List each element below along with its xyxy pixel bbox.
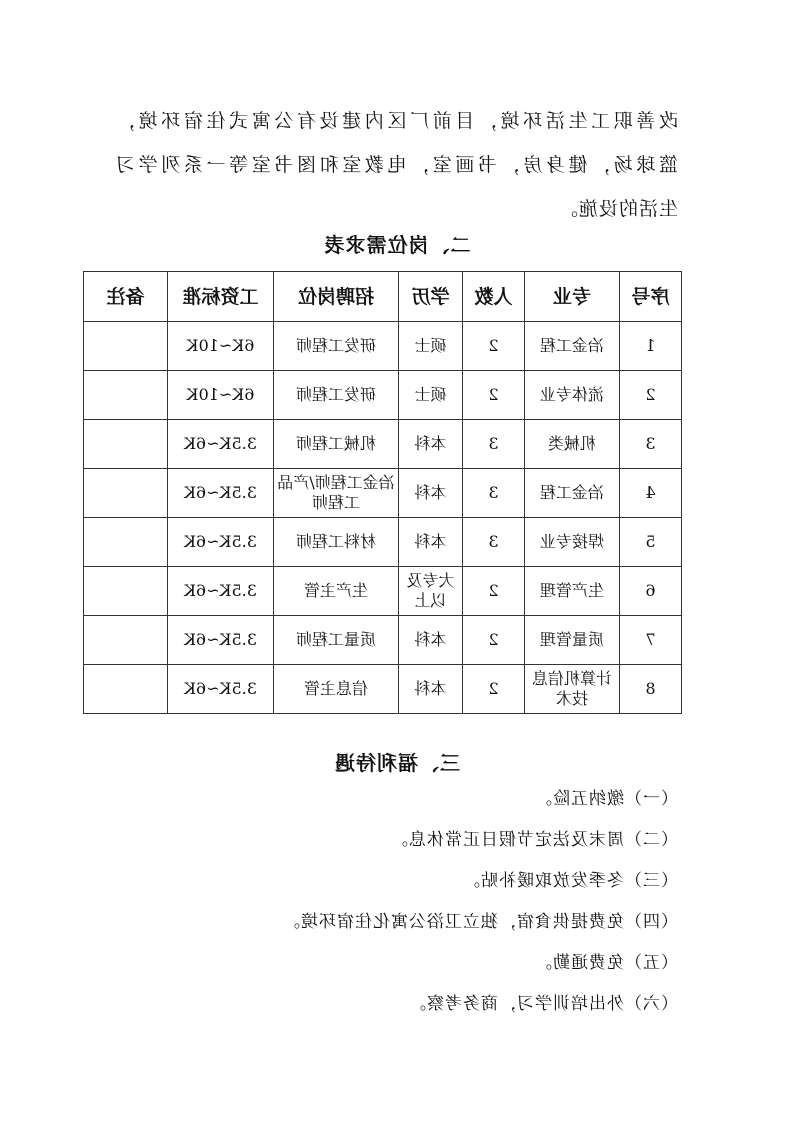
cell-position: 生产主管 xyxy=(274,567,399,616)
cell-note xyxy=(84,371,168,420)
cell-major: 机械类 xyxy=(525,420,620,469)
cell-major: 冶金工程 xyxy=(525,322,620,371)
intro-line: 改善职工生活环境，目前厂区内建设有公寓式住宿环境， xyxy=(115,110,678,132)
cell-no: 3 xyxy=(620,420,682,469)
table-row xyxy=(84,371,682,420)
cell-major: 计算机信息技术 xyxy=(525,665,620,714)
table-row xyxy=(84,420,682,469)
cell-education: 本科 xyxy=(399,518,463,567)
cell-count: 2 xyxy=(463,371,525,420)
table-row xyxy=(84,665,682,714)
cell-note xyxy=(84,567,168,616)
list-item: （二）周末及法定节假日正常休息。 xyxy=(390,830,678,850)
cell-count: 3 xyxy=(463,420,525,469)
list-item: （四）免费提供食宿，独立卫浴公寓化住宿环境。 xyxy=(282,912,678,932)
cell-count: 2 xyxy=(463,322,525,371)
table-row xyxy=(84,469,682,518)
cell-no: 2 xyxy=(620,371,682,420)
cell-position: 质量工程师 xyxy=(274,616,399,665)
column-header-salary: 工资标准 xyxy=(168,272,274,322)
cell-note xyxy=(84,420,168,469)
cell-major: 质量管理 xyxy=(525,616,620,665)
cell-education: 本科 xyxy=(399,616,463,665)
table-row xyxy=(84,567,682,616)
cell-salary: 3.5K~6K xyxy=(168,518,274,567)
column-header-no: 序号 xyxy=(620,272,682,322)
cell-salary: 6K~10K xyxy=(168,322,274,371)
table-header-row xyxy=(84,272,682,322)
cell-education: 本科 xyxy=(399,469,463,518)
column-header-major: 专业 xyxy=(525,272,620,322)
cell-major: 流体专业 xyxy=(525,371,620,420)
table-row xyxy=(84,322,682,371)
cell-education: 硕士 xyxy=(399,371,463,420)
cell-salary: 3.5K~6K xyxy=(168,469,274,518)
list-item: （一）缴纳五险。 xyxy=(534,789,678,809)
cell-position: 研发工程师 xyxy=(274,371,399,420)
intro-line: 生活的设施。 xyxy=(557,198,678,220)
cell-salary: 6K~10K xyxy=(168,371,274,420)
cell-position: 研发工程师 xyxy=(274,322,399,371)
cell-note xyxy=(84,665,168,714)
intro-paragraph xyxy=(115,99,678,231)
cell-count: 2 xyxy=(463,665,525,714)
cell-no: 8 xyxy=(620,665,682,714)
cell-no: 4 xyxy=(620,469,682,518)
cell-no: 6 xyxy=(620,567,682,616)
intro-line: 篮球场，健身房，书画室，电教室和图书室等一系列学习 xyxy=(115,154,678,176)
cell-position: 信息主管 xyxy=(274,665,399,714)
section-3-heading: 三、福利待遇 xyxy=(334,751,460,775)
cell-count: 2 xyxy=(463,616,525,665)
cell-position: 材料工程师 xyxy=(274,518,399,567)
column-header-education: 学历 xyxy=(399,272,463,322)
cell-count: 3 xyxy=(463,518,525,567)
cell-position: 冶金工程师/产品工程师 xyxy=(274,469,399,518)
cell-major: 生产管理 xyxy=(525,567,620,616)
section-2-heading: 二、岗位需求表 xyxy=(323,233,471,257)
cell-salary: 3.5K~6K xyxy=(168,665,274,714)
cell-salary: 3.5K~6K xyxy=(168,616,274,665)
list-item: （六）外出培训学习，商务考察。 xyxy=(408,994,678,1014)
cell-note xyxy=(84,616,168,665)
table-row xyxy=(84,518,682,567)
cell-note xyxy=(84,322,168,371)
cell-education: 本科 xyxy=(399,665,463,714)
list-item: （五）免费通勤。 xyxy=(534,953,678,973)
cell-count: 2 xyxy=(463,567,525,616)
cell-salary: 3.5K~6K xyxy=(168,420,274,469)
column-header-count: 人数 xyxy=(463,272,525,322)
cell-salary: 3.5K~6K xyxy=(168,567,274,616)
cell-education: 本科 xyxy=(399,420,463,469)
cell-count: 3 xyxy=(463,469,525,518)
cell-major: 焊接专业 xyxy=(525,518,620,567)
benefits-list xyxy=(115,779,678,1025)
cell-no: 7 xyxy=(620,616,682,665)
cell-no: 1 xyxy=(620,322,682,371)
cell-no: 5 xyxy=(620,518,682,567)
list-item: （三）冬季发放取暖补贴。 xyxy=(462,871,678,891)
cell-major: 冶金工程 xyxy=(525,469,620,518)
cell-position: 机械工程师 xyxy=(274,420,399,469)
column-header-note: 备注 xyxy=(84,272,168,322)
table-row xyxy=(84,616,682,665)
column-header-position: 招聘岗位 xyxy=(274,272,399,322)
cell-note xyxy=(84,518,168,567)
job-requirements-table xyxy=(83,271,682,714)
cell-note xyxy=(84,469,168,518)
cell-education: 硕士 xyxy=(399,322,463,371)
cell-education: 大专及以上 xyxy=(399,567,463,616)
